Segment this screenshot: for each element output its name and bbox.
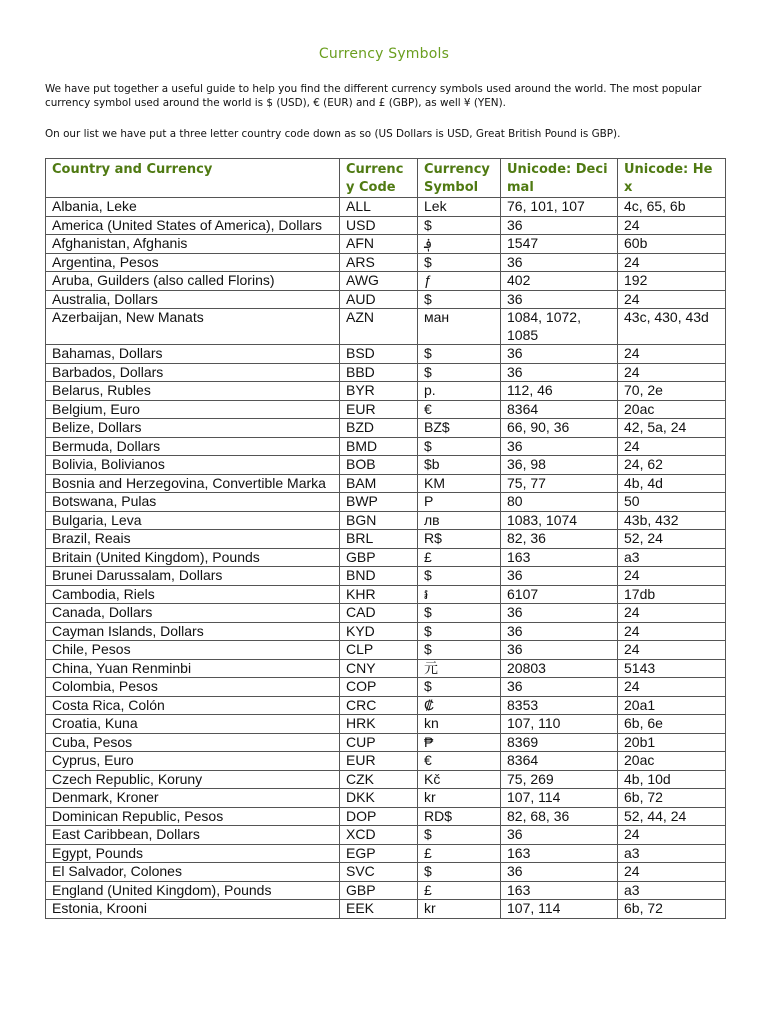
decimal-cell: 82, 36 xyxy=(501,530,618,549)
code-cell: COP xyxy=(340,678,418,697)
table-row xyxy=(46,770,726,789)
decimal-cell: 36 xyxy=(501,290,618,309)
hex-cell: 24 xyxy=(618,567,726,586)
table-row xyxy=(46,253,726,272)
country-cell: England (United Kingdom), Pounds xyxy=(46,881,340,900)
hex-cell: 20ac xyxy=(618,400,726,419)
hex-cell: 24 xyxy=(618,363,726,382)
hex-cell: 6b, 6e xyxy=(618,715,726,734)
country-cell: Botswana, Pulas xyxy=(46,493,340,512)
table-row xyxy=(46,696,726,715)
country-cell: Costa Rica, Colón xyxy=(46,696,340,715)
country-cell: Bolivia, Bolivianos xyxy=(46,456,340,475)
country-cell: Britain (United Kingdom), Pounds xyxy=(46,548,340,567)
symbol-cell: $ xyxy=(418,567,501,586)
table-row xyxy=(46,567,726,586)
decimal-cell: 8369 xyxy=(501,733,618,752)
decimal-cell: 36 xyxy=(501,604,618,623)
code-cell: BSD xyxy=(340,345,418,364)
hex-cell: 24 xyxy=(618,437,726,456)
country-cell: Albania, Leke xyxy=(46,198,340,217)
symbol-cell: $ xyxy=(418,216,501,235)
table-row xyxy=(46,272,726,291)
decimal-cell: 402 xyxy=(501,272,618,291)
code-cell: BBD xyxy=(340,363,418,382)
symbol-cell: KM xyxy=(418,474,501,493)
country-cell: Dominican Republic, Pesos xyxy=(46,807,340,826)
decimal-cell: 80 xyxy=(501,493,618,512)
header-currency-code: Currency Code xyxy=(340,159,418,198)
hex-cell: 4c, 65, 6b xyxy=(618,198,726,217)
code-cell: ARS xyxy=(340,253,418,272)
symbol-cell: $ xyxy=(418,363,501,382)
intro-paragraph: We have put together a useful guide to help you find the different currency symbols used around the world. The most popular currency symbol used around the world is $ (USD), € (EUR) and £ (GBP), as well ¥ (YEN). xyxy=(45,83,702,109)
hex-cell: 43b, 432 xyxy=(618,511,726,530)
decimal-cell: 1547 xyxy=(501,235,618,254)
country-cell: Egypt, Pounds xyxy=(46,844,340,863)
decimal-cell: 1084, 1072, 1085 xyxy=(501,309,618,345)
table-row xyxy=(46,216,726,235)
hex-cell: 24 xyxy=(618,253,726,272)
country-cell: Cambodia, Riels xyxy=(46,585,340,604)
symbol-cell: kr xyxy=(418,789,501,808)
code-cell: BMD xyxy=(340,437,418,456)
hex-cell: 20ac xyxy=(618,752,726,771)
page-title: Currency Symbols xyxy=(318,46,450,62)
table-row xyxy=(46,456,726,475)
decimal-cell: 76, 101, 107 xyxy=(501,198,618,217)
country-cell: China, Yuan Renminbi xyxy=(46,659,340,678)
code-cell: EUR xyxy=(340,752,418,771)
country-cell: Belarus, Rubles xyxy=(46,382,340,401)
hex-cell: 24 xyxy=(618,604,726,623)
symbol-cell: $ xyxy=(418,826,501,845)
country-cell: El Salvador, Colones xyxy=(46,863,340,882)
table-row xyxy=(46,290,726,309)
table-row xyxy=(46,715,726,734)
table-row xyxy=(46,437,726,456)
code-cell: EUR xyxy=(340,400,418,419)
hex-cell: 6b, 72 xyxy=(618,900,726,919)
country-cell: Bermuda, Dollars xyxy=(46,437,340,456)
code-cell: AFN xyxy=(340,235,418,254)
code-cell: BRL xyxy=(340,530,418,549)
code-cell: XCD xyxy=(340,826,418,845)
code-cell: DKK xyxy=(340,789,418,808)
table-row xyxy=(46,585,726,604)
table-row xyxy=(46,235,726,254)
table-header-row xyxy=(46,159,726,198)
symbol-cell: $ xyxy=(418,437,501,456)
country-cell: Cuba, Pesos xyxy=(46,733,340,752)
hex-cell: 6b, 72 xyxy=(618,789,726,808)
country-cell: Bulgaria, Leva xyxy=(46,511,340,530)
symbol-cell: R$ xyxy=(418,530,501,549)
decimal-cell: 20803 xyxy=(501,659,618,678)
code-cell: BZD xyxy=(340,419,418,438)
hex-cell: 24 xyxy=(618,345,726,364)
hex-cell: 4b, 10d xyxy=(618,770,726,789)
table-row xyxy=(46,641,726,660)
hex-cell: 43c, 430, 43d xyxy=(618,309,726,345)
code-cell: GBP xyxy=(340,548,418,567)
header-unicode-decimal: Unicode: Decimal xyxy=(501,159,618,198)
hex-cell: 5143 xyxy=(618,659,726,678)
decimal-cell: 36 xyxy=(501,437,618,456)
country-code-note: On our list we have put a three letter country code down as so (US Dollars is USD, Great British Pound is GBP). xyxy=(45,128,621,140)
country-cell: Croatia, Kuna xyxy=(46,715,340,734)
decimal-cell: 112, 46 xyxy=(501,382,618,401)
code-cell: DOP xyxy=(340,807,418,826)
table-row xyxy=(46,198,726,217)
symbol-cell: p. xyxy=(418,382,501,401)
table-row xyxy=(46,844,726,863)
hex-cell: 70, 2e xyxy=(618,382,726,401)
hex-cell: 52, 44, 24 xyxy=(618,807,726,826)
code-cell: BYR xyxy=(340,382,418,401)
decimal-cell: 36 xyxy=(501,641,618,660)
table-row xyxy=(46,733,726,752)
symbol-cell: $ xyxy=(418,678,501,697)
decimal-cell: 36, 98 xyxy=(501,456,618,475)
decimal-cell: 36 xyxy=(501,363,618,382)
decimal-cell: 75, 77 xyxy=(501,474,618,493)
hex-cell: 42, 5a, 24 xyxy=(618,419,726,438)
code-cell: KYD xyxy=(340,622,418,641)
country-cell: Australia, Dollars xyxy=(46,290,340,309)
symbol-cell: kn xyxy=(418,715,501,734)
hex-cell: 20a1 xyxy=(618,696,726,715)
table-row xyxy=(46,807,726,826)
symbol-cell: kr xyxy=(418,900,501,919)
symbol-cell: £ xyxy=(418,548,501,567)
country-cell: Bosnia and Herzegovina, Convertible Marka xyxy=(46,474,340,493)
code-cell: HRK xyxy=(340,715,418,734)
decimal-cell: 36 xyxy=(501,253,618,272)
code-cell: CRC xyxy=(340,696,418,715)
table-row xyxy=(46,881,726,900)
symbol-cell: ₡ xyxy=(418,696,501,715)
symbol-cell: ƒ xyxy=(418,272,501,291)
symbol-cell: RD$ xyxy=(418,807,501,826)
symbol-cell: $ xyxy=(418,290,501,309)
symbol-cell: Kč xyxy=(418,770,501,789)
code-cell: CZK xyxy=(340,770,418,789)
code-cell: EEK xyxy=(340,900,418,919)
code-cell: BAM xyxy=(340,474,418,493)
table-row xyxy=(46,678,726,697)
country-cell: Brunei Darussalam, Dollars xyxy=(46,567,340,586)
code-cell: ALL xyxy=(340,198,418,217)
decimal-cell: 6107 xyxy=(501,585,618,604)
country-cell: Afghanistan, Afghanis xyxy=(46,235,340,254)
symbol-cell: $ xyxy=(418,641,501,660)
code-cell: KHR xyxy=(340,585,418,604)
code-cell: GBP xyxy=(340,881,418,900)
symbol-cell: ман xyxy=(418,309,501,345)
country-cell: Canada, Dollars xyxy=(46,604,340,623)
decimal-cell: 75, 269 xyxy=(501,770,618,789)
country-cell: Bahamas, Dollars xyxy=(46,345,340,364)
currency-table xyxy=(45,158,726,919)
country-cell: Aruba, Guilders (also called Florins) xyxy=(46,272,340,291)
hex-cell: 24, 62 xyxy=(618,456,726,475)
symbol-cell: $b xyxy=(418,456,501,475)
table-row xyxy=(46,474,726,493)
country-cell: Belgium, Euro xyxy=(46,400,340,419)
decimal-cell: 8364 xyxy=(501,400,618,419)
table-row xyxy=(46,826,726,845)
table-row xyxy=(46,511,726,530)
code-cell: BND xyxy=(340,567,418,586)
country-cell: Barbados, Dollars xyxy=(46,363,340,382)
table-row xyxy=(46,363,726,382)
hex-cell: 50 xyxy=(618,493,726,512)
symbol-cell: Lek xyxy=(418,198,501,217)
table-row xyxy=(46,309,726,345)
decimal-cell: 163 xyxy=(501,881,618,900)
country-cell: America (United States of America), Dollars xyxy=(46,216,340,235)
symbol-cell: $ xyxy=(418,253,501,272)
code-cell: CUP xyxy=(340,733,418,752)
decimal-cell: 107, 114 xyxy=(501,900,618,919)
country-cell: Denmark, Kroner xyxy=(46,789,340,808)
hex-cell: a3 xyxy=(618,881,726,900)
code-cell: EGP xyxy=(340,844,418,863)
table-row xyxy=(46,345,726,364)
decimal-cell: 36 xyxy=(501,216,618,235)
decimal-cell: 36 xyxy=(501,567,618,586)
country-cell: Estonia, Krooni xyxy=(46,900,340,919)
table-row xyxy=(46,530,726,549)
code-cell: BOB xyxy=(340,456,418,475)
hex-cell: 24 xyxy=(618,826,726,845)
symbol-cell: ៛ xyxy=(418,585,501,604)
decimal-cell: 1083, 1074 xyxy=(501,511,618,530)
hex-cell: 60b xyxy=(618,235,726,254)
symbol-cell: $ xyxy=(418,604,501,623)
header-unicode-hex: Unicode: Hex xyxy=(618,159,726,198)
country-cell: Azerbaijan, New Manats xyxy=(46,309,340,345)
table-row xyxy=(46,863,726,882)
decimal-cell: 36 xyxy=(501,678,618,697)
table-row xyxy=(46,400,726,419)
table-row xyxy=(46,548,726,567)
symbol-cell: лв xyxy=(418,511,501,530)
symbol-cell: BZ$ xyxy=(418,419,501,438)
symbol-cell: € xyxy=(418,752,501,771)
hex-cell: 52, 24 xyxy=(618,530,726,549)
decimal-cell: 66, 90, 36 xyxy=(501,419,618,438)
hex-cell: 24 xyxy=(618,622,726,641)
header-country-currency: Country and Currency xyxy=(46,159,340,198)
code-cell: BWP xyxy=(340,493,418,512)
country-cell: East Caribbean, Dollars xyxy=(46,826,340,845)
symbol-cell: £ xyxy=(418,881,501,900)
decimal-cell: 36 xyxy=(501,826,618,845)
symbol-cell: P xyxy=(418,493,501,512)
hex-cell: 17db xyxy=(618,585,726,604)
country-cell: Brazil, Reais xyxy=(46,530,340,549)
symbol-cell: $ xyxy=(418,863,501,882)
hex-cell: 24 xyxy=(618,290,726,309)
symbol-cell: £ xyxy=(418,844,501,863)
symbol-cell: 元 xyxy=(418,659,501,678)
code-cell: USD xyxy=(340,216,418,235)
hex-cell: a3 xyxy=(618,844,726,863)
hex-cell: 24 xyxy=(618,863,726,882)
hex-cell: 192 xyxy=(618,272,726,291)
decimal-cell: 163 xyxy=(501,548,618,567)
header-currency-symbol: Currency Symbol xyxy=(418,159,501,198)
table-row xyxy=(46,493,726,512)
table-row xyxy=(46,789,726,808)
decimal-cell: 163 xyxy=(501,844,618,863)
country-cell: Argentina, Pesos xyxy=(46,253,340,272)
code-cell: CNY xyxy=(340,659,418,678)
symbol-cell: € xyxy=(418,400,501,419)
table-row xyxy=(46,622,726,641)
decimal-cell: 36 xyxy=(501,622,618,641)
decimal-cell: 107, 110 xyxy=(501,715,618,734)
table-row xyxy=(46,659,726,678)
country-cell: Colombia, Pesos xyxy=(46,678,340,697)
symbol-cell: $ xyxy=(418,622,501,641)
table-row xyxy=(46,752,726,771)
country-cell: Belize, Dollars xyxy=(46,419,340,438)
country-cell: Cyprus, Euro xyxy=(46,752,340,771)
hex-cell: 24 xyxy=(618,641,726,660)
country-cell: Chile, Pesos xyxy=(46,641,340,660)
decimal-cell: 8353 xyxy=(501,696,618,715)
hex-cell: 20b1 xyxy=(618,733,726,752)
code-cell: CAD xyxy=(340,604,418,623)
decimal-cell: 36 xyxy=(501,863,618,882)
table-row xyxy=(46,604,726,623)
code-cell: CLP xyxy=(340,641,418,660)
code-cell: SVC xyxy=(340,863,418,882)
decimal-cell: 36 xyxy=(501,345,618,364)
decimal-cell: 107, 114 xyxy=(501,789,618,808)
decimal-cell: 8364 xyxy=(501,752,618,771)
symbol-cell: $ xyxy=(418,345,501,364)
hex-cell: a3 xyxy=(618,548,726,567)
symbol-cell: ؋ xyxy=(418,235,501,254)
code-cell: AWG xyxy=(340,272,418,291)
country-cell: Czech Republic, Koruny xyxy=(46,770,340,789)
symbol-cell: ₱ xyxy=(418,733,501,752)
hex-cell: 4b, 4d xyxy=(618,474,726,493)
decimal-cell: 82, 68, 36 xyxy=(501,807,618,826)
hex-cell: 24 xyxy=(618,216,726,235)
code-cell: BGN xyxy=(340,511,418,530)
hex-cell: 24 xyxy=(618,678,726,697)
table-row xyxy=(46,419,726,438)
table-row xyxy=(46,900,726,919)
country-cell: Cayman Islands, Dollars xyxy=(46,622,340,641)
code-cell: AUD xyxy=(340,290,418,309)
table-row xyxy=(46,382,726,401)
code-cell: AZN xyxy=(340,309,418,345)
